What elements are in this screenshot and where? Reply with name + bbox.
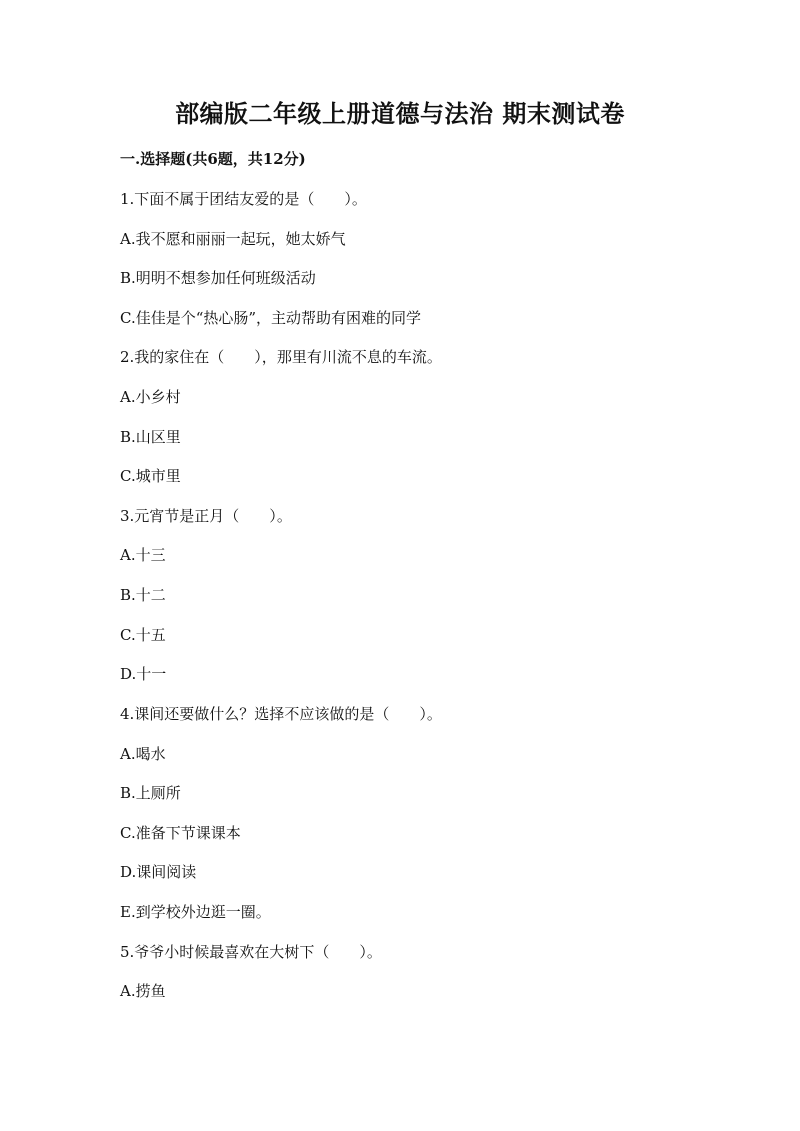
question-3-stem: 3.元宵节是正月（ ）。: [120, 507, 292, 525]
question-2-option-b: B.山区里: [120, 428, 181, 446]
question-3-option-c: C.十五: [120, 626, 166, 644]
question-1-option-a: A.我不愿和丽丽一起玩，她太娇气: [120, 230, 346, 248]
section-heading: 一.选择题(共6题，共12分): [120, 150, 306, 168]
question-4-stem: 4.课间还要做什么？选择不应该做的是（ ）。: [120, 705, 442, 723]
question-4-option-b: B.上厕所: [120, 784, 181, 802]
question-1-stem: 1.下面不属于团结友爱的是（ ）。: [120, 190, 367, 208]
question-4-option-c: C.准备下节课课本: [120, 824, 241, 842]
exam-title: 部编版二年级上册道德与法治 期末测试卷: [175, 99, 625, 128]
question-2-option-a: A.小乡村: [120, 388, 181, 406]
question-4-option-d: D.课间阅读: [120, 863, 197, 881]
question-1-option-c: C.佳佳是个“热心肠”，主动帮助有困难的同学: [120, 309, 422, 327]
question-2-stem: 2.我的家住在（ ），那里有川流不息的车流。: [120, 348, 442, 366]
question-3-option-a: A.十三: [120, 546, 166, 564]
question-3-option-b: B.十二: [120, 586, 166, 604]
question-3-option-d: D.十一: [120, 665, 167, 683]
question-5-option-a: A.捞鱼: [120, 982, 166, 1000]
question-5-stem: 5.爷爷小时候最喜欢在大树下（ ）。: [120, 943, 382, 961]
question-2-option-c: C.城市里: [120, 467, 181, 485]
question-4-option-a: A.喝水: [120, 745, 166, 763]
question-4-option-e: E.到学校外边逛一圈。: [120, 903, 271, 921]
question-1-option-b: B.明明不想参加任何班级活动: [120, 269, 316, 287]
